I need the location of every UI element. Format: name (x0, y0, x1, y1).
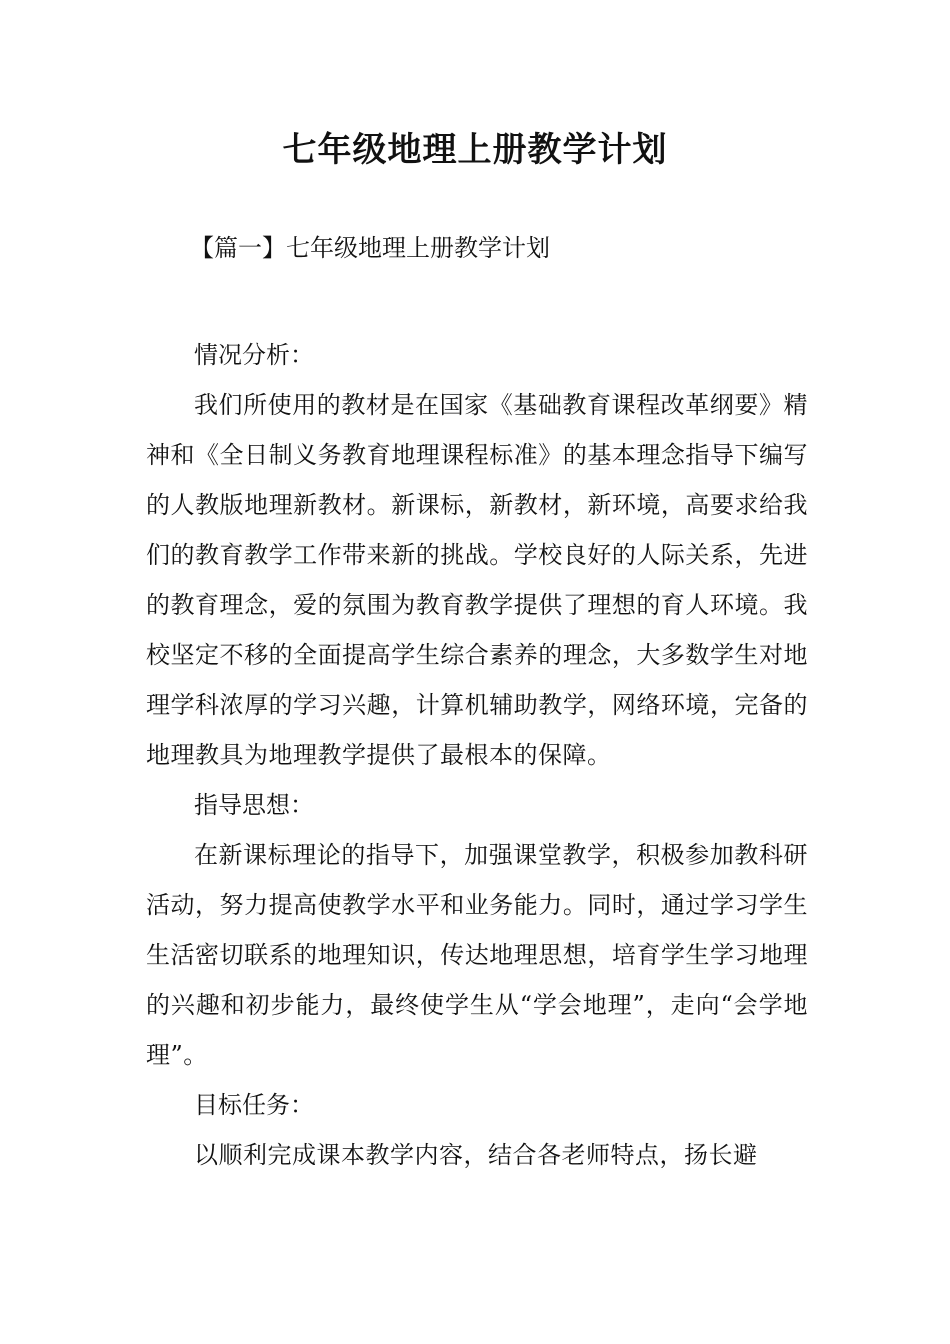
document-body (146, 330, 808, 1180)
section-label-guiding-idea: 指导思想： (194, 791, 314, 819)
paragraph-goals: 以顺利完成课本教学内容，结合各老师特点，扬长避 (194, 1141, 758, 1169)
document-title: 七年级地理上册教学计划 (282, 130, 668, 170)
section-label-goals: 目标任务： (194, 1091, 314, 1119)
paragraph-guiding-idea: 在新课标理论的指导下，加强课堂教学，积极参加教科研活动，努力提高使教学水平和业务能力。同时，通过学习学生生活密切联系的地理知识，传达地理思想，培育学生学习地理的兴趣和初步能力，最终使学生从“学会地理”，走向“会学地理”。 (146, 841, 808, 1069)
section-heading: 【篇一】七年级地理上册教学计划 (190, 234, 550, 262)
section-label-situation: 情况分析： (194, 341, 314, 369)
paragraph-situation: 我们所使用的教材是在国家《基础教育课程改革纲要》精神和《全日制义务教育地理课程标准》的基本理念指导下编写的人教版地理新教材。新课标，新教材，新环境，高要求给我们的教育教学工作带来新的挑战。学校良好的人际关系，先进的教育理念，爱的氛围为教育教学提供了理想的育人环境。我校坚定不移的全面提高学生综合素养的理念，大多数学生对地理学科浓厚的学习兴趣，计算机辅助教学，网络环境，完备的地理教具为地理教学提供了最根本的保障。 (146, 391, 808, 769)
